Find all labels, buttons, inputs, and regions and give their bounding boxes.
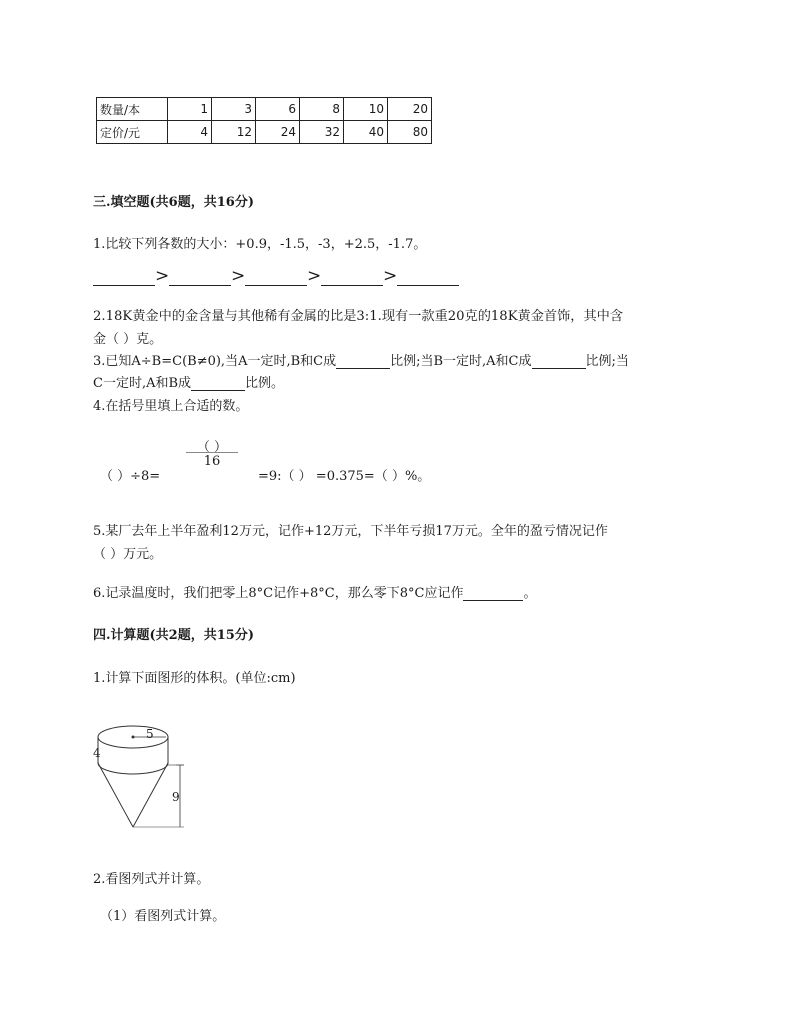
question-3-6	[93, 582, 536, 601]
question-4-2-sub: （1）看图列式计算。	[100, 909, 226, 924]
table-cell: 40	[344, 121, 388, 144]
table-cell: 32	[300, 121, 344, 144]
question-3-1: 1.比较下列各数的大小：+0.9，-1.5，-3，+2.5，-1.7。	[93, 237, 427, 252]
q3-text-c: 比例;当	[585, 354, 629, 369]
answer-blank[interactable]	[321, 271, 383, 286]
table-cell: 20	[388, 98, 432, 121]
q3-text-a: 3.已知A÷B=C(B≠0),当A一定时,B和C成	[93, 354, 337, 369]
question-3-5-line2: （ ）万元。	[93, 547, 163, 562]
table-cell: 80	[388, 121, 432, 144]
table-cell: 10	[344, 98, 388, 121]
table-cell: 8	[300, 98, 344, 121]
cylinder-bottom-arc	[98, 763, 168, 774]
table-cell: 24	[256, 121, 300, 144]
comparison-blanks	[93, 266, 459, 286]
q3-text-e: 比例。	[245, 376, 285, 391]
fraction-bar	[186, 452, 238, 453]
answer-blank[interactable]	[245, 271, 307, 286]
q4-left-expression: （ ）÷8=	[100, 469, 161, 484]
cone-height-label: 9	[172, 790, 180, 804]
q3-text-d: C一定时,A和B成	[93, 376, 192, 391]
question-3-3-line2	[93, 372, 284, 391]
table-row-label: 定价/元	[97, 121, 168, 144]
quantity-price-table	[96, 97, 432, 144]
answer-blank[interactable]	[191, 377, 245, 391]
q4-right-expression: =9:（ ） =0.375=（ ）%。	[258, 469, 431, 484]
question-3-2-line2: 金（ ）克。	[93, 332, 163, 347]
question-3-5-line1: 5.某厂去年上半年盈利12万元，记作+12万元，下半年亏损17万元。全年的盈亏情况记作	[93, 524, 608, 539]
question-3-4: 4.在括号里填上合适的数。	[93, 399, 249, 414]
question-3-3-line1	[93, 350, 629, 369]
table-cell: 6	[256, 98, 300, 121]
question-4-1: 1.计算下面图形的体积。(单位:cm)	[93, 671, 296, 686]
radius-label: 5	[146, 727, 154, 741]
q3-text-b: 比例;当B一定时,A和C成	[390, 354, 532, 369]
table-cell: 1	[168, 98, 212, 121]
q6-text-b: 。	[523, 586, 537, 601]
section3-title: 三.填空题(共6题，共16分)	[93, 195, 254, 210]
table-cell: 3	[212, 98, 256, 121]
greater-than-sign: >	[307, 266, 322, 286]
table-cell: 4	[168, 121, 212, 144]
fraction-denominator: 16	[203, 454, 221, 469]
greater-than-sign: >	[383, 266, 398, 286]
question-4-2: 2.看图列式并计算。	[93, 872, 210, 887]
q6-text-a: 6.记录温度时，我们把零上8°C记作+8°C，那么零下8°C应记作	[93, 586, 464, 601]
cylinder-height-label: 4	[93, 746, 101, 760]
table-row	[97, 121, 432, 144]
table-row	[97, 98, 432, 121]
section4-title: 四.计算题(共2题，共15分)	[93, 628, 254, 643]
greater-than-sign: >	[231, 266, 246, 286]
answer-blank[interactable]	[169, 271, 231, 286]
cylinder-cone-figure	[88, 715, 198, 835]
answer-blank[interactable]	[463, 587, 523, 601]
answer-blank[interactable]	[93, 271, 155, 286]
greater-than-sign: >	[155, 266, 170, 286]
table-cell: 12	[212, 121, 256, 144]
answer-blank[interactable]	[532, 355, 586, 369]
answer-blank[interactable]	[397, 271, 459, 286]
table-row-label: 数量/本	[97, 98, 168, 121]
question-3-2-line1: 2.18K黄金中的金含量与其他稀有金属的比是3:1.现有一款重20克的18K黄金首饰，其中含	[93, 309, 624, 324]
answer-blank[interactable]	[336, 355, 390, 369]
fraction-numerator[interactable]: （ ）	[196, 440, 228, 455]
